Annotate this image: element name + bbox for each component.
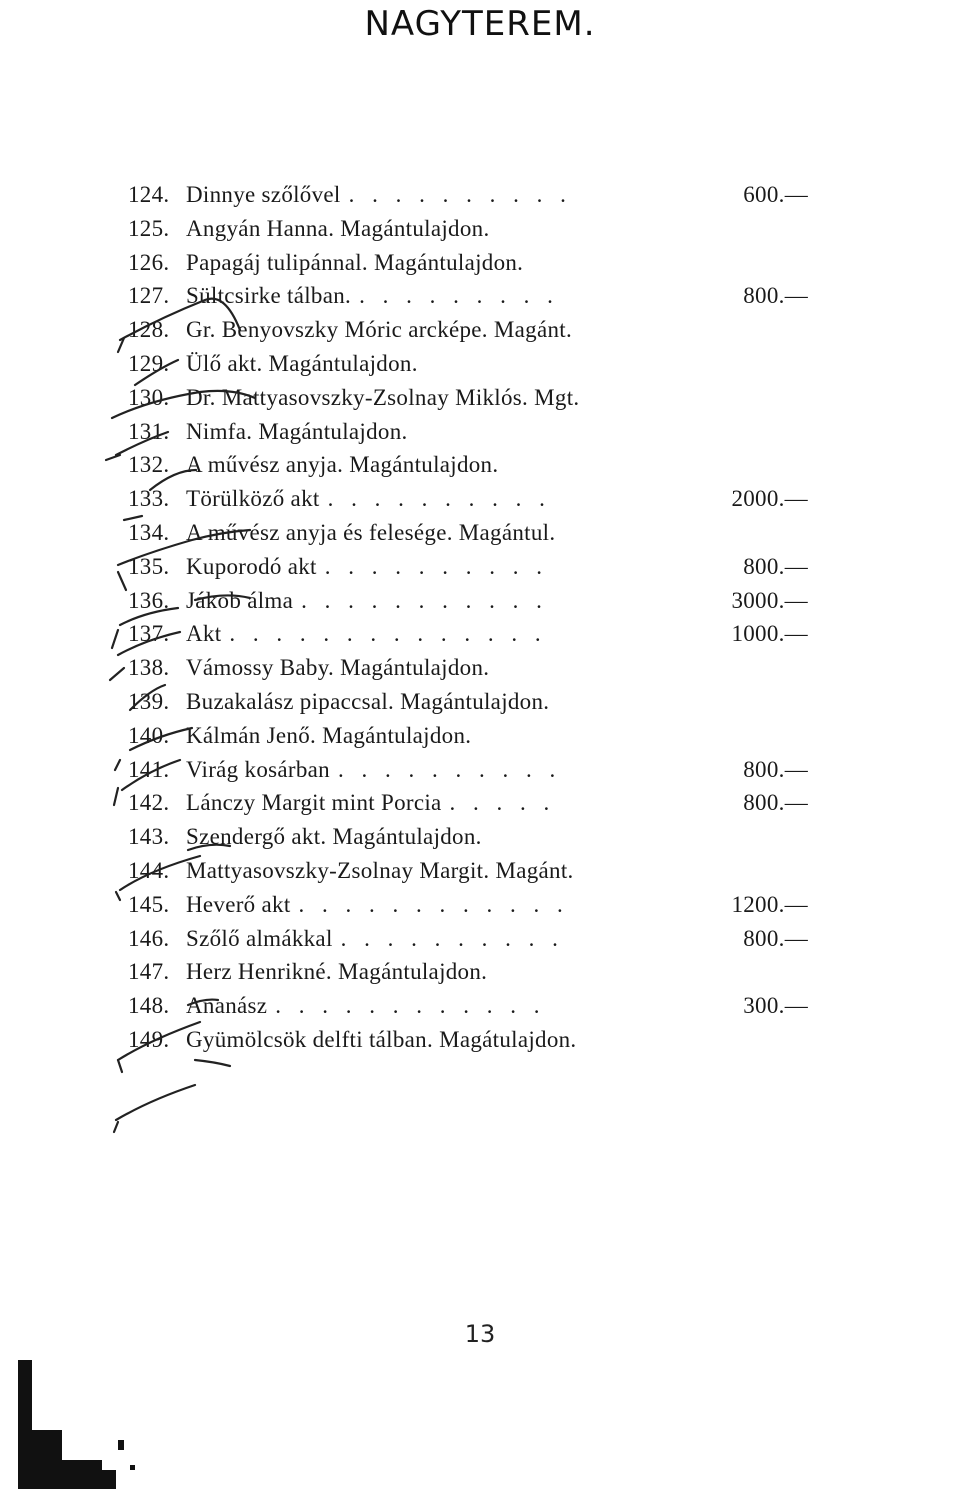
catalog-entry [128, 584, 808, 618]
catalog-entry [128, 313, 808, 347]
entry-title: Jákob álma [186, 587, 294, 613]
entry-title: Buzakalász pipaccsal. Magántulajdon. [186, 688, 550, 714]
entry-title: Lánczy Margit mint Porcia [186, 790, 442, 816]
catalog-entry [128, 448, 808, 482]
entry-title: Nimfa. Magántulajdon. [186, 418, 408, 444]
catalog-entry [128, 381, 808, 415]
entry-title: Szendergő akt. Magántulajdon. [186, 824, 482, 850]
leader-dots: . . . . . . . . . . . [301, 587, 548, 613]
entry-title: Dinnye szőlővel [186, 182, 341, 207]
catalog-entry [128, 651, 808, 685]
entry-price: 800.— [743, 756, 808, 782]
catalog-entry [128, 719, 808, 753]
entry-number: 145. [128, 891, 170, 917]
entry-title: Kuporodó akt [186, 553, 317, 579]
catalog-entry [128, 888, 808, 922]
entry-number: 127. [128, 283, 170, 309]
entry-number: 149. [128, 1026, 170, 1052]
entry-number: 147. [128, 959, 170, 985]
entry-price: 600.— [743, 182, 808, 207]
leader-dots: . . . . . . . . . . [340, 925, 564, 951]
entry-number: 126. [128, 249, 170, 275]
entry-title: Ülő akt. Magántulajdon. [186, 350, 418, 376]
leader-dots: . . . . . . . . . . . . [298, 891, 569, 917]
entry-number: 144. [128, 857, 170, 883]
entry-price: 300.— [743, 993, 808, 1019]
catalog-entry [128, 685, 808, 719]
catalog-entry [128, 482, 808, 516]
entry-number: 141. [128, 756, 170, 782]
entry-title: Mattyasovszky-Zsolnay Margit. Magánt. [186, 857, 574, 883]
catalog-entry [128, 753, 808, 787]
catalog-entry [128, 1023, 808, 1057]
entry-title: Gr. Benyovszky Móric arcképe. Magánt. [186, 317, 573, 343]
entry-number: 130. [128, 384, 170, 410]
entry-price: 800.— [743, 790, 808, 816]
catalog-entry [128, 347, 808, 381]
catalog-entry [128, 786, 808, 820]
catalog-entry [128, 550, 808, 584]
leader-dots: . . . . . . . . . . . . . . [229, 621, 547, 647]
leader-dots: . . . . . . . . . . [348, 182, 572, 207]
catalog-list [128, 178, 808, 1057]
entry-number: 142. [128, 790, 170, 816]
catalog-entry [128, 854, 808, 888]
catalog-entry [128, 516, 808, 550]
entry-price: 3000.— [731, 587, 808, 613]
entry-number: 148. [128, 993, 170, 1019]
entry-price: 800.— [743, 283, 808, 309]
page-number: 13 [464, 1320, 496, 1348]
entry-price: 800.— [743, 553, 808, 579]
entry-number: 125. [128, 215, 170, 241]
entry-number: 139. [128, 688, 170, 714]
entry-number: 137. [128, 621, 170, 647]
entry-price: 2000.— [731, 486, 808, 512]
entry-title: Szőlő almákkal [186, 925, 333, 951]
entry-title: Heverő akt [186, 891, 291, 917]
entry-number: 129. [128, 350, 170, 376]
entry-number: 131. [128, 418, 170, 444]
catalog-entry [128, 617, 808, 651]
entry-title: Herz Henrikné. Magántulajdon. [186, 959, 488, 985]
entry-title: Sültcsirke tálban. [186, 283, 352, 309]
entry-title: A művész anyja és felesége. Magántul. [186, 519, 556, 545]
entry-title: Vámossy Baby. Magántulajdon. [186, 655, 490, 681]
catalog-entry [128, 989, 808, 1023]
entry-title: Angyán Hanna. Magántulajdon. [186, 215, 490, 241]
entry-title: Ananász [186, 993, 268, 1019]
entry-number: 146. [128, 925, 170, 951]
entry-number: 140. [128, 722, 170, 748]
catalog-entry [128, 246, 808, 280]
entry-number: 124. [128, 182, 170, 207]
entry-number: 133. [128, 486, 170, 512]
catalog-entry [128, 415, 808, 449]
catalog-entry [128, 279, 808, 313]
catalog-entry [128, 922, 808, 956]
leader-dots: . . . . . . . . . . [327, 486, 551, 512]
catalog-entry [128, 178, 808, 212]
page-title: NAGYTEREM. [364, 4, 596, 44]
entry-title: Papagáj tulipánnal. Magántulajdon. [186, 249, 524, 275]
entry-number: 138. [128, 655, 170, 681]
page-edge-smudge [18, 1320, 148, 1489]
catalog-entry [128, 212, 808, 246]
leader-dots: . . . . . . . . . . . . [275, 993, 546, 1019]
catalog-entry [128, 820, 808, 854]
entry-title: Akt [186, 621, 222, 647]
entry-title: Kálmán Jenő. Magántulajdon. [186, 722, 472, 748]
entry-number: 136. [128, 587, 170, 613]
leader-dots: . . . . . . . . . . [337, 756, 562, 782]
entry-number: 135. [128, 553, 170, 579]
catalog-entry [128, 955, 808, 989]
entry-price: 1000.— [731, 621, 808, 647]
entry-title: Dr. Mattyasovszky-Zsolnay Miklós. Mgt. [186, 384, 580, 410]
entry-number: 134. [128, 519, 170, 545]
entry-price: 1200.— [731, 891, 808, 917]
entry-title: Gyümölcsök delfti tálban. Magátulajdon. [186, 1026, 577, 1052]
entry-title: Törülköző akt [186, 486, 320, 512]
leader-dots: . . . . . . . . . [359, 283, 559, 309]
entry-number: 128. [128, 317, 170, 343]
entry-price: 800.— [743, 925, 808, 951]
entry-title: A művész anyja. Magántulajdon. [186, 452, 499, 478]
leader-dots: . . . . . [449, 790, 556, 816]
leader-dots: . . . . . . . . . . [324, 553, 548, 579]
entry-title: Virág kosárban [186, 756, 330, 782]
entry-number: 143. [128, 824, 170, 850]
entry-number: 132. [128, 452, 170, 478]
